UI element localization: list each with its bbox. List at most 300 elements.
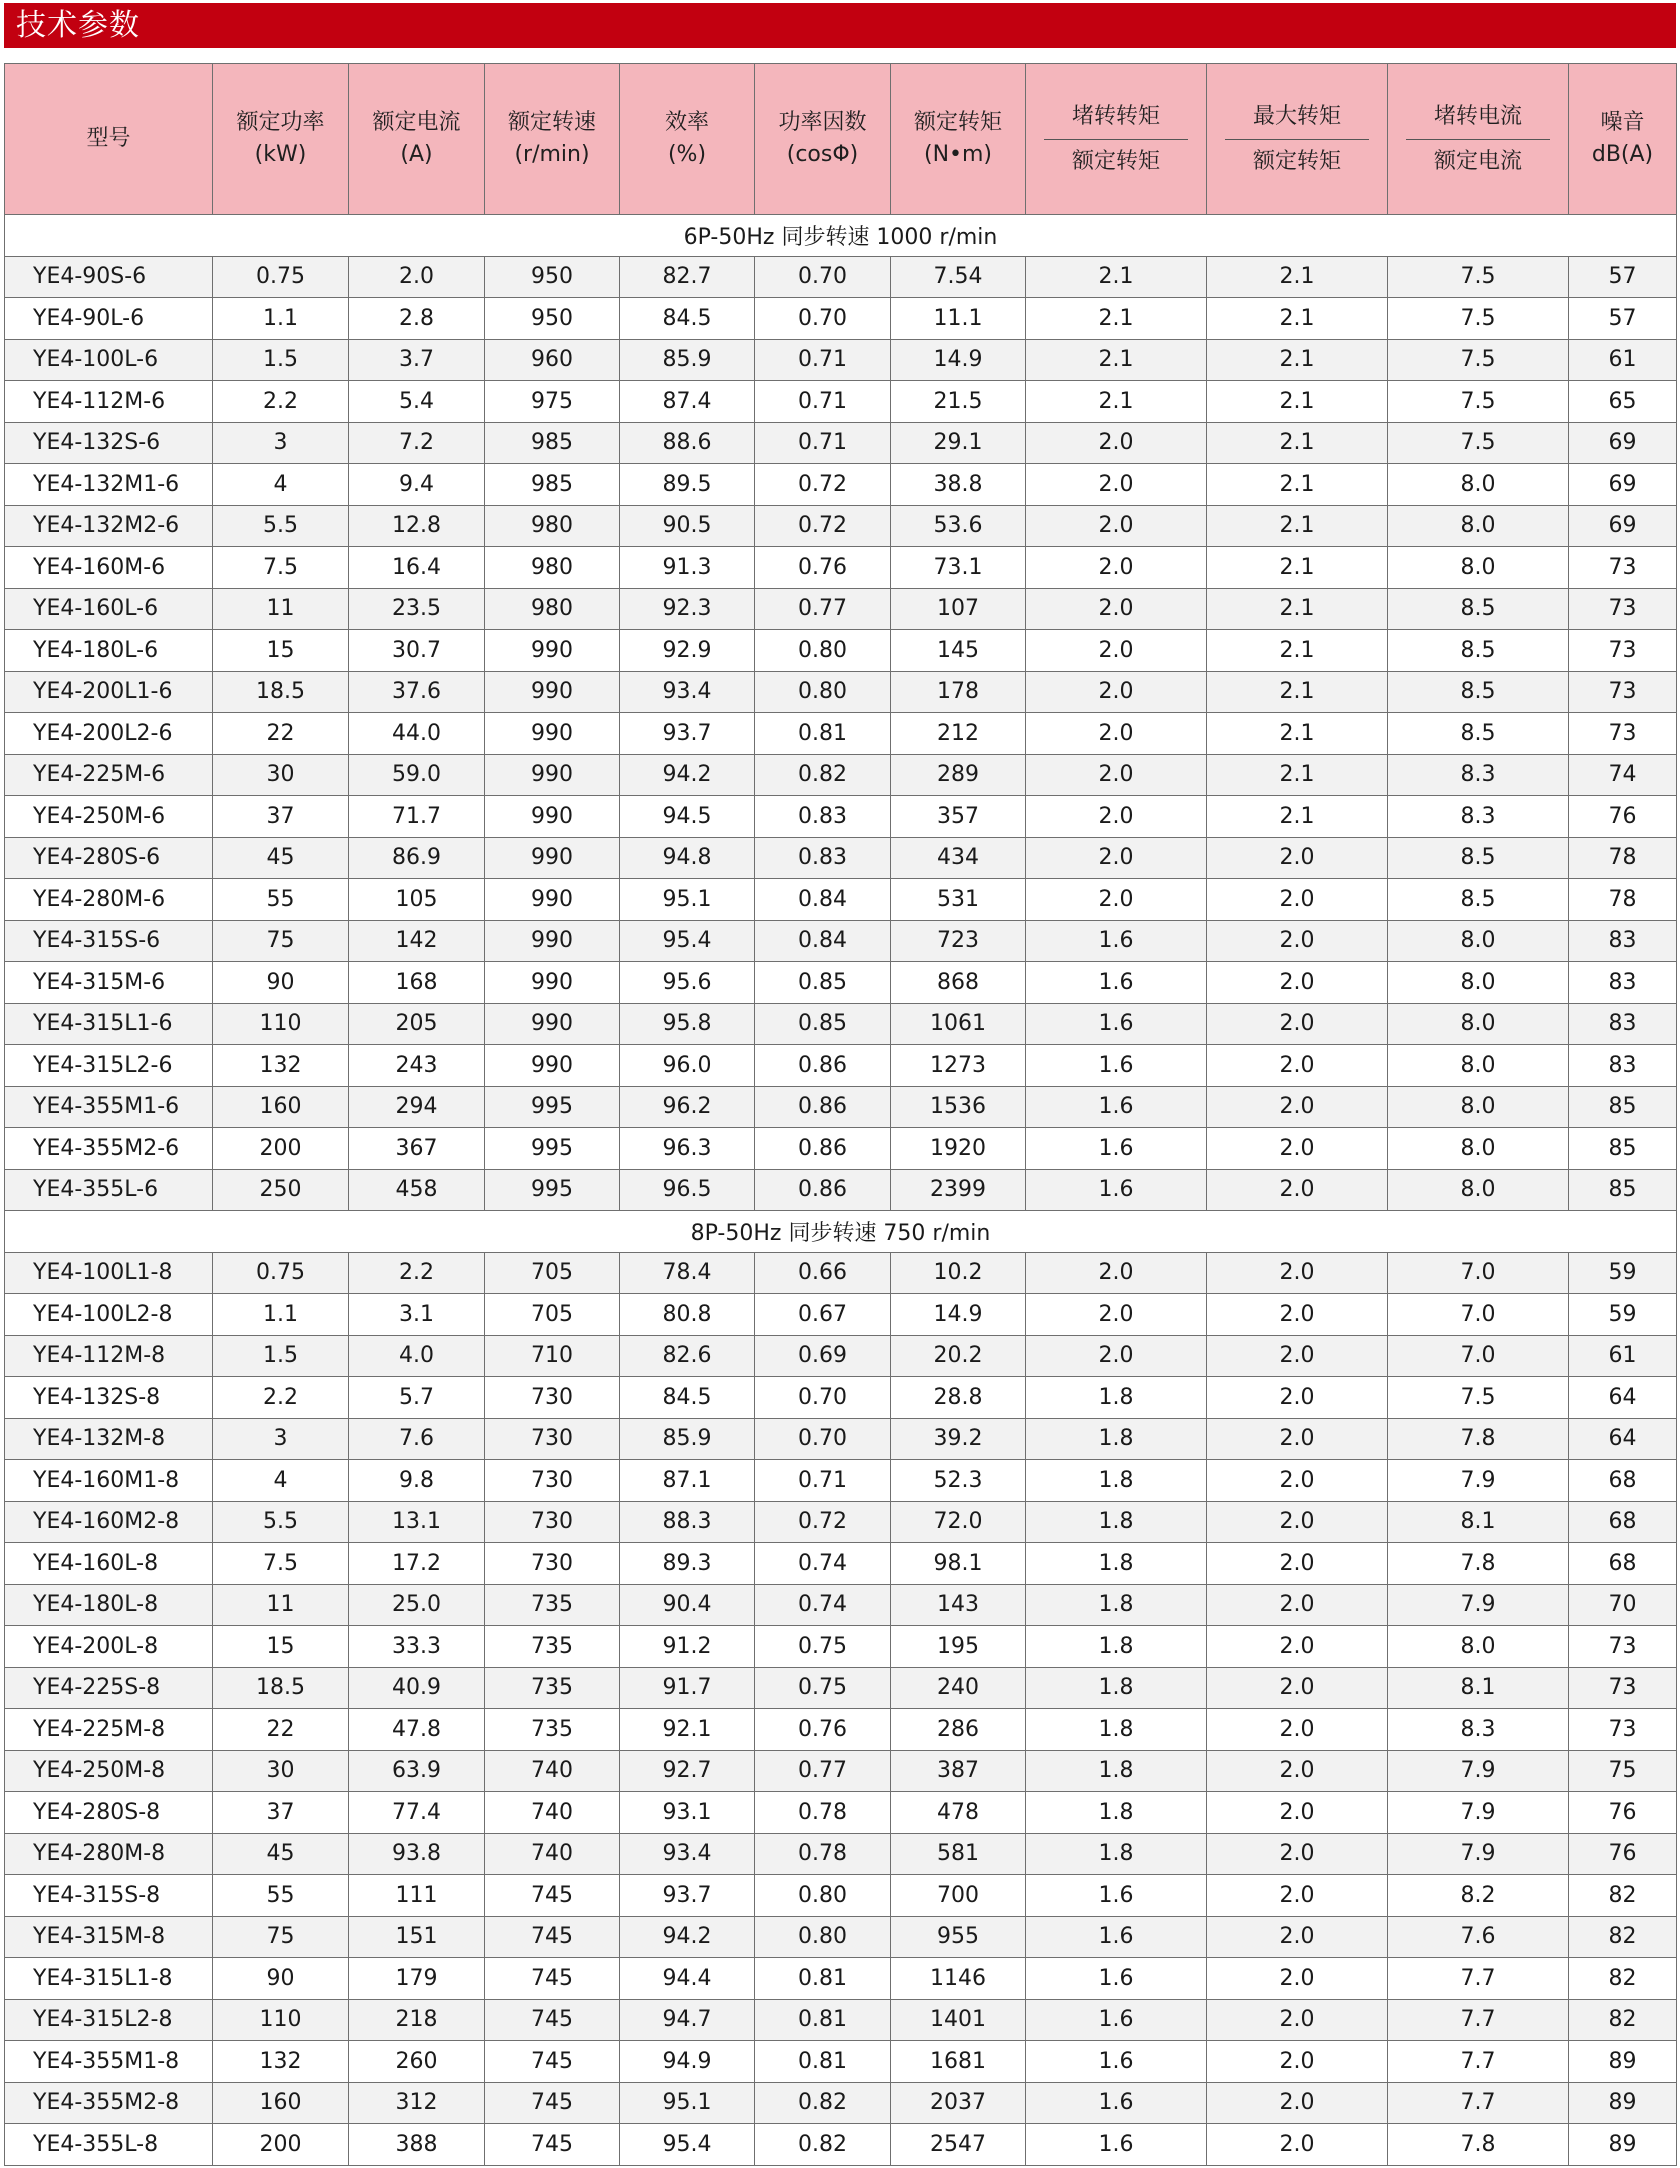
cell-max-torque-ratio: 2.0 bbox=[1207, 1377, 1388, 1419]
cell-rated-power: 4 bbox=[213, 1460, 349, 1502]
table-row bbox=[5, 1335, 1677, 1377]
cell-rated-power: 3 bbox=[213, 1418, 349, 1460]
cell-locked-current-ratio: 7.8 bbox=[1388, 1543, 1569, 1585]
cell-rated-speed: 745 bbox=[485, 1999, 620, 2041]
cell-locked-torque-ratio: 1.8 bbox=[1026, 1792, 1207, 1834]
cell-rated-torque: 955 bbox=[891, 1916, 1026, 1958]
cell-noise: 89 bbox=[1569, 2041, 1677, 2083]
cell-power-factor: 0.80 bbox=[755, 671, 891, 713]
cell-model: YE4-315M-6 bbox=[5, 962, 213, 1004]
cell-power-factor: 0.80 bbox=[755, 1916, 891, 1958]
cell-noise: 83 bbox=[1569, 1045, 1677, 1087]
cell-power-factor: 0.66 bbox=[755, 1252, 891, 1294]
cell-efficiency: 94.2 bbox=[620, 754, 755, 796]
cell-locked-current-ratio: 7.9 bbox=[1388, 1792, 1569, 1834]
cell-rated-power: 0.75 bbox=[213, 256, 349, 298]
header-label: 额定转矩 bbox=[913, 110, 1002, 135]
cell-noise: 75 bbox=[1569, 1750, 1677, 1792]
cell-locked-current-ratio: 7.7 bbox=[1388, 2082, 1569, 2124]
cell-rated-power: 11 bbox=[213, 1584, 349, 1626]
cell-rated-torque: 700 bbox=[891, 1875, 1026, 1917]
cell-rated-current: 179 bbox=[349, 1958, 485, 2000]
cell-locked-current-ratio: 8.3 bbox=[1388, 796, 1569, 838]
cell-rated-speed: 950 bbox=[485, 256, 620, 298]
table-row bbox=[5, 1875, 1677, 1917]
cell-rated-torque: 72.0 bbox=[891, 1501, 1026, 1543]
table-row bbox=[5, 1584, 1677, 1626]
cell-noise: 76 bbox=[1569, 1833, 1677, 1875]
cell-model: YE4-315S-6 bbox=[5, 920, 213, 962]
table-row bbox=[5, 713, 1677, 755]
cell-power-factor: 0.75 bbox=[755, 1667, 891, 1709]
cell-noise: 69 bbox=[1569, 505, 1677, 547]
cell-model: YE4-112M-8 bbox=[5, 1335, 213, 1377]
cell-power-factor: 0.70 bbox=[755, 1418, 891, 1460]
cell-rated-speed: 980 bbox=[485, 505, 620, 547]
cell-model: YE4-132M2-6 bbox=[5, 505, 213, 547]
table-row bbox=[5, 1543, 1677, 1585]
ratio-label bbox=[1406, 101, 1550, 178]
cell-model: YE4-112M-6 bbox=[5, 381, 213, 423]
cell-rated-current: 23.5 bbox=[349, 588, 485, 630]
cell-rated-speed: 990 bbox=[485, 837, 620, 879]
cell-efficiency: 85.9 bbox=[620, 1418, 755, 1460]
column-header-rated-power bbox=[213, 64, 349, 215]
cell-efficiency: 94.5 bbox=[620, 796, 755, 838]
cell-noise: 89 bbox=[1569, 2082, 1677, 2124]
cell-rated-torque: 195 bbox=[891, 1626, 1026, 1668]
cell-efficiency: 88.3 bbox=[620, 1501, 755, 1543]
cell-locked-current-ratio: 7.9 bbox=[1388, 1750, 1569, 1792]
cell-max-torque-ratio: 2.1 bbox=[1207, 796, 1388, 838]
cell-rated-current: 16.4 bbox=[349, 547, 485, 589]
cell-locked-torque-ratio: 2.0 bbox=[1026, 547, 1207, 589]
cell-max-torque-ratio: 2.0 bbox=[1207, 1833, 1388, 1875]
cell-noise: 57 bbox=[1569, 298, 1677, 340]
cell-rated-power: 45 bbox=[213, 1833, 349, 1875]
cell-max-torque-ratio: 2.0 bbox=[1207, 1003, 1388, 1045]
cell-noise: 69 bbox=[1569, 422, 1677, 464]
cell-efficiency: 82.6 bbox=[620, 1335, 755, 1377]
cell-model: YE4-200L-8 bbox=[5, 1626, 213, 1668]
cell-rated-power: 160 bbox=[213, 2082, 349, 2124]
cell-rated-speed: 990 bbox=[485, 754, 620, 796]
cell-efficiency: 95.8 bbox=[620, 1003, 755, 1045]
cell-max-torque-ratio: 2.1 bbox=[1207, 381, 1388, 423]
cell-rated-current: 47.8 bbox=[349, 1709, 485, 1751]
cell-rated-torque: 2399 bbox=[891, 1169, 1026, 1211]
cell-efficiency: 95.6 bbox=[620, 962, 755, 1004]
cell-rated-power: 110 bbox=[213, 1999, 349, 2041]
table-row bbox=[5, 1460, 1677, 1502]
table-row bbox=[5, 464, 1677, 506]
table-row bbox=[5, 1792, 1677, 1834]
cell-rated-current: 312 bbox=[349, 2082, 485, 2124]
cell-model: YE4-180L-6 bbox=[5, 630, 213, 672]
cell-model: YE4-315S-8 bbox=[5, 1875, 213, 1917]
cell-noise: 61 bbox=[1569, 1335, 1677, 1377]
header-label: 功率因数 bbox=[778, 110, 867, 135]
cell-power-factor: 0.70 bbox=[755, 256, 891, 298]
cell-efficiency: 96.3 bbox=[620, 1128, 755, 1170]
cell-locked-current-ratio: 7.5 bbox=[1388, 381, 1569, 423]
cell-locked-torque-ratio: 2.0 bbox=[1026, 1335, 1207, 1377]
table-row bbox=[5, 588, 1677, 630]
cell-rated-speed: 730 bbox=[485, 1377, 620, 1419]
cell-rated-torque: 7.54 bbox=[891, 256, 1026, 298]
cell-power-factor: 0.78 bbox=[755, 1833, 891, 1875]
cell-locked-current-ratio: 8.0 bbox=[1388, 1128, 1569, 1170]
cell-rated-power: 200 bbox=[213, 1128, 349, 1170]
cell-max-torque-ratio: 2.0 bbox=[1207, 1584, 1388, 1626]
cell-locked-current-ratio: 8.0 bbox=[1388, 1003, 1569, 1045]
cell-rated-power: 7.5 bbox=[213, 1543, 349, 1585]
column-header-model bbox=[5, 64, 213, 215]
cell-rated-speed: 980 bbox=[485, 588, 620, 630]
header-unit: (cosΦ) bbox=[786, 142, 859, 167]
cell-rated-speed: 980 bbox=[485, 547, 620, 589]
cell-locked-torque-ratio: 2.1 bbox=[1026, 339, 1207, 381]
cell-locked-current-ratio: 7.5 bbox=[1388, 1377, 1569, 1419]
cell-locked-current-ratio: 8.5 bbox=[1388, 713, 1569, 755]
cell-max-torque-ratio: 2.0 bbox=[1207, 1418, 1388, 1460]
table-row bbox=[5, 1003, 1677, 1045]
cell-locked-current-ratio: 8.0 bbox=[1388, 1169, 1569, 1211]
cell-power-factor: 0.86 bbox=[755, 1086, 891, 1128]
cell-model: YE4-90S-6 bbox=[5, 256, 213, 298]
cell-rated-speed: 990 bbox=[485, 630, 620, 672]
cell-rated-torque: 143 bbox=[891, 1584, 1026, 1626]
cell-power-factor: 0.81 bbox=[755, 713, 891, 755]
ratio-denominator: 额定转矩 bbox=[1252, 148, 1341, 174]
header-label: 额定电流 bbox=[372, 110, 461, 135]
cell-power-factor: 0.75 bbox=[755, 1626, 891, 1668]
table-row bbox=[5, 630, 1677, 672]
cell-locked-torque-ratio: 1.8 bbox=[1026, 1377, 1207, 1419]
cell-locked-torque-ratio: 1.6 bbox=[1026, 1045, 1207, 1087]
cell-noise: 85 bbox=[1569, 1086, 1677, 1128]
cell-model: YE4-225M-8 bbox=[5, 1709, 213, 1751]
cell-power-factor: 0.67 bbox=[755, 1294, 891, 1336]
cell-noise: 74 bbox=[1569, 754, 1677, 796]
cell-rated-current: 2.2 bbox=[349, 1252, 485, 1294]
cell-rated-torque: 1146 bbox=[891, 1958, 1026, 2000]
cell-rated-speed: 740 bbox=[485, 1750, 620, 1792]
cell-noise: 73 bbox=[1569, 547, 1677, 589]
cell-efficiency: 95.1 bbox=[620, 2082, 755, 2124]
cell-max-torque-ratio: 2.1 bbox=[1207, 298, 1388, 340]
ratio-denominator: 额定转矩 bbox=[1071, 148, 1160, 174]
cell-efficiency: 95.4 bbox=[620, 2124, 755, 2166]
cell-rated-torque: 11.1 bbox=[891, 298, 1026, 340]
cell-max-torque-ratio: 2.1 bbox=[1207, 754, 1388, 796]
cell-rated-torque: 14.9 bbox=[891, 1294, 1026, 1336]
cell-rated-power: 55 bbox=[213, 879, 349, 921]
cell-rated-power: 2.2 bbox=[213, 1377, 349, 1419]
cell-model: YE4-100L1-8 bbox=[5, 1252, 213, 1294]
cell-rated-current: 25.0 bbox=[349, 1584, 485, 1626]
cell-rated-current: 13.1 bbox=[349, 1501, 485, 1543]
cell-noise: 76 bbox=[1569, 1792, 1677, 1834]
cell-rated-current: 37.6 bbox=[349, 671, 485, 713]
column-header-max-torque-ratio bbox=[1207, 64, 1388, 215]
cell-noise: 68 bbox=[1569, 1501, 1677, 1543]
cell-locked-torque-ratio: 2.0 bbox=[1026, 671, 1207, 713]
cell-max-torque-ratio: 2.0 bbox=[1207, 1128, 1388, 1170]
cell-locked-torque-ratio: 1.6 bbox=[1026, 1999, 1207, 2041]
cell-max-torque-ratio: 2.0 bbox=[1207, 1626, 1388, 1668]
cell-locked-current-ratio: 7.5 bbox=[1388, 298, 1569, 340]
cell-noise: 82 bbox=[1569, 1916, 1677, 1958]
cell-rated-power: 22 bbox=[213, 1709, 349, 1751]
cell-model: YE4-160L-8 bbox=[5, 1543, 213, 1585]
cell-locked-current-ratio: 7.9 bbox=[1388, 1833, 1569, 1875]
cell-rated-power: 110 bbox=[213, 1003, 349, 1045]
cell-locked-torque-ratio: 1.8 bbox=[1026, 1501, 1207, 1543]
cell-rated-torque: 434 bbox=[891, 837, 1026, 879]
cell-rated-torque: 28.8 bbox=[891, 1377, 1026, 1419]
cell-rated-torque: 98.1 bbox=[891, 1543, 1026, 1585]
cell-model: YE4-280S-8 bbox=[5, 1792, 213, 1834]
cell-rated-current: 367 bbox=[349, 1128, 485, 1170]
cell-model: YE4-355M2-6 bbox=[5, 1128, 213, 1170]
group-label: 8P-50Hz 同步转速 750 r/min bbox=[5, 1211, 1677, 1253]
cell-locked-torque-ratio: 1.6 bbox=[1026, 962, 1207, 1004]
column-header-locked-torque-ratio bbox=[1026, 64, 1207, 215]
cell-rated-power: 1.5 bbox=[213, 339, 349, 381]
cell-rated-current: 33.3 bbox=[349, 1626, 485, 1668]
cell-locked-current-ratio: 7.5 bbox=[1388, 339, 1569, 381]
cell-power-factor: 0.70 bbox=[755, 1377, 891, 1419]
column-header-rated-torque bbox=[891, 64, 1026, 215]
cell-rated-power: 90 bbox=[213, 1958, 349, 2000]
cell-locked-current-ratio: 8.3 bbox=[1388, 1709, 1569, 1751]
cell-efficiency: 95.4 bbox=[620, 920, 755, 962]
cell-efficiency: 96.5 bbox=[620, 1169, 755, 1211]
cell-rated-torque: 73.1 bbox=[891, 547, 1026, 589]
cell-power-factor: 0.71 bbox=[755, 339, 891, 381]
cell-rated-power: 160 bbox=[213, 1086, 349, 1128]
cell-locked-torque-ratio: 1.6 bbox=[1026, 1916, 1207, 1958]
cell-rated-power: 2.2 bbox=[213, 381, 349, 423]
cell-model: YE4-160M1-8 bbox=[5, 1460, 213, 1502]
header-unit: (A) bbox=[400, 142, 433, 167]
cell-rated-torque: 723 bbox=[891, 920, 1026, 962]
cell-max-torque-ratio: 2.1 bbox=[1207, 671, 1388, 713]
cell-max-torque-ratio: 2.0 bbox=[1207, 1460, 1388, 1502]
cell-rated-torque: 20.2 bbox=[891, 1335, 1026, 1377]
cell-rated-current: 3.1 bbox=[349, 1294, 485, 1336]
cell-locked-current-ratio: 7.8 bbox=[1388, 1418, 1569, 1460]
cell-power-factor: 0.74 bbox=[755, 1584, 891, 1626]
table-row bbox=[5, 1916, 1677, 1958]
cell-rated-power: 15 bbox=[213, 1626, 349, 1668]
cell-rated-power: 75 bbox=[213, 920, 349, 962]
cell-rated-speed: 990 bbox=[485, 671, 620, 713]
table-row bbox=[5, 256, 1677, 298]
cell-locked-current-ratio: 8.5 bbox=[1388, 837, 1569, 879]
cell-power-factor: 0.78 bbox=[755, 1792, 891, 1834]
cell-rated-power: 0.75 bbox=[213, 1252, 349, 1294]
cell-noise: 59 bbox=[1569, 1294, 1677, 1336]
cell-rated-current: 142 bbox=[349, 920, 485, 962]
cell-locked-current-ratio: 8.0 bbox=[1388, 1626, 1569, 1668]
header-unit: (r/min) bbox=[514, 142, 590, 167]
cell-locked-current-ratio: 7.7 bbox=[1388, 1999, 1569, 2041]
cell-model: YE4-315L2-6 bbox=[5, 1045, 213, 1087]
cell-rated-current: 40.9 bbox=[349, 1667, 485, 1709]
ratio-label bbox=[1044, 101, 1188, 178]
cell-max-torque-ratio: 2.0 bbox=[1207, 1086, 1388, 1128]
cell-locked-torque-ratio: 2.0 bbox=[1026, 630, 1207, 672]
cell-rated-power: 132 bbox=[213, 1045, 349, 1087]
cell-model: YE4-355L-8 bbox=[5, 2124, 213, 2166]
cell-rated-current: 388 bbox=[349, 2124, 485, 2166]
cell-locked-current-ratio: 7.6 bbox=[1388, 1916, 1569, 1958]
cell-rated-power: 5.5 bbox=[213, 505, 349, 547]
spec-table-container bbox=[4, 63, 1676, 2166]
ratio-numerator: 堵转转矩 bbox=[1044, 101, 1188, 140]
cell-power-factor: 0.71 bbox=[755, 422, 891, 464]
cell-power-factor: 0.84 bbox=[755, 920, 891, 962]
cell-power-factor: 0.81 bbox=[755, 1958, 891, 2000]
cell-rated-speed: 740 bbox=[485, 1792, 620, 1834]
cell-rated-speed: 745 bbox=[485, 1875, 620, 1917]
table-row bbox=[5, 298, 1677, 340]
table-row bbox=[5, 1418, 1677, 1460]
cell-noise: 70 bbox=[1569, 1584, 1677, 1626]
cell-locked-torque-ratio: 1.6 bbox=[1026, 1128, 1207, 1170]
cell-rated-power: 30 bbox=[213, 754, 349, 796]
cell-noise: 73 bbox=[1569, 1709, 1677, 1751]
cell-power-factor: 0.86 bbox=[755, 1128, 891, 1170]
cell-rated-torque: 1536 bbox=[891, 1086, 1026, 1128]
cell-model: YE4-355L-6 bbox=[5, 1169, 213, 1211]
cell-rated-power: 4 bbox=[213, 464, 349, 506]
cell-rated-torque: 868 bbox=[891, 962, 1026, 1004]
group-label: 6P-50Hz 同步转速 1000 r/min bbox=[5, 215, 1677, 257]
table-row bbox=[5, 547, 1677, 589]
cell-rated-speed: 990 bbox=[485, 920, 620, 962]
cell-power-factor: 0.85 bbox=[755, 1003, 891, 1045]
table-row bbox=[5, 2082, 1677, 2124]
cell-model: YE4-160L-6 bbox=[5, 588, 213, 630]
cell-rated-power: 200 bbox=[213, 2124, 349, 2166]
ratio-numerator: 最大转矩 bbox=[1225, 101, 1369, 140]
cell-noise: 82 bbox=[1569, 1875, 1677, 1917]
header-label: 额定功率 bbox=[236, 110, 325, 135]
table-row bbox=[5, 671, 1677, 713]
cell-rated-current: 44.0 bbox=[349, 713, 485, 755]
cell-locked-torque-ratio: 1.6 bbox=[1026, 1875, 1207, 1917]
cell-locked-torque-ratio: 1.6 bbox=[1026, 1958, 1207, 2000]
table-row bbox=[5, 1045, 1677, 1087]
cell-noise: 82 bbox=[1569, 1999, 1677, 2041]
table-body bbox=[5, 215, 1677, 2166]
cell-power-factor: 0.76 bbox=[755, 1709, 891, 1751]
cell-rated-speed: 745 bbox=[485, 2124, 620, 2166]
cell-model: YE4-225M-6 bbox=[5, 754, 213, 796]
cell-locked-current-ratio: 8.0 bbox=[1388, 1086, 1569, 1128]
cell-rated-torque: 1681 bbox=[891, 2041, 1026, 2083]
cell-model: YE4-100L-6 bbox=[5, 339, 213, 381]
cell-rated-torque: 29.1 bbox=[891, 422, 1026, 464]
cell-rated-current: 12.8 bbox=[349, 505, 485, 547]
cell-rated-current: 30.7 bbox=[349, 630, 485, 672]
cell-model: YE4-200L2-6 bbox=[5, 713, 213, 755]
cell-locked-current-ratio: 7.8 bbox=[1388, 2124, 1569, 2166]
cell-locked-current-ratio: 8.1 bbox=[1388, 1501, 1569, 1543]
cell-model: YE4-355M2-8 bbox=[5, 2082, 213, 2124]
cell-locked-current-ratio: 8.0 bbox=[1388, 962, 1569, 1004]
cell-noise: 57 bbox=[1569, 256, 1677, 298]
cell-rated-torque: 289 bbox=[891, 754, 1026, 796]
cell-rated-current: 93.8 bbox=[349, 1833, 485, 1875]
cell-rated-current: 243 bbox=[349, 1045, 485, 1087]
cell-rated-torque: 478 bbox=[891, 1792, 1026, 1834]
cell-rated-torque: 581 bbox=[891, 1833, 1026, 1875]
cell-rated-speed: 730 bbox=[485, 1418, 620, 1460]
cell-rated-current: 9.4 bbox=[349, 464, 485, 506]
table-row bbox=[5, 1958, 1677, 2000]
cell-efficiency: 91.7 bbox=[620, 1667, 755, 1709]
cell-locked-torque-ratio: 2.0 bbox=[1026, 713, 1207, 755]
cell-rated-speed: 745 bbox=[485, 1958, 620, 2000]
cell-rated-torque: 240 bbox=[891, 1667, 1026, 1709]
cell-power-factor: 0.77 bbox=[755, 1750, 891, 1792]
cell-rated-speed: 735 bbox=[485, 1667, 620, 1709]
cell-max-torque-ratio: 2.1 bbox=[1207, 713, 1388, 755]
cell-rated-speed: 990 bbox=[485, 1003, 620, 1045]
cell-rated-current: 205 bbox=[349, 1003, 485, 1045]
cell-locked-torque-ratio: 1.6 bbox=[1026, 1003, 1207, 1045]
cell-locked-torque-ratio: 1.8 bbox=[1026, 1418, 1207, 1460]
cell-rated-power: 18.5 bbox=[213, 1667, 349, 1709]
cell-rated-current: 294 bbox=[349, 1086, 485, 1128]
cell-max-torque-ratio: 2.0 bbox=[1207, 1875, 1388, 1917]
cell-locked-torque-ratio: 1.8 bbox=[1026, 1584, 1207, 1626]
cell-model: YE4-280M-8 bbox=[5, 1833, 213, 1875]
cell-rated-current: 63.9 bbox=[349, 1750, 485, 1792]
cell-max-torque-ratio: 2.0 bbox=[1207, 1045, 1388, 1087]
page-title: 技术参数 bbox=[4, 3, 1676, 48]
column-header-noise bbox=[1569, 64, 1677, 215]
cell-rated-speed: 735 bbox=[485, 1709, 620, 1751]
cell-noise: 73 bbox=[1569, 588, 1677, 630]
cell-locked-torque-ratio: 2.0 bbox=[1026, 796, 1207, 838]
cell-locked-torque-ratio: 1.8 bbox=[1026, 1667, 1207, 1709]
cell-rated-power: 1.1 bbox=[213, 298, 349, 340]
cell-max-torque-ratio: 2.0 bbox=[1207, 1169, 1388, 1211]
cell-model: YE4-315L2-8 bbox=[5, 1999, 213, 2041]
cell-max-torque-ratio: 2.1 bbox=[1207, 547, 1388, 589]
cell-locked-torque-ratio: 1.8 bbox=[1026, 1750, 1207, 1792]
cell-noise: 73 bbox=[1569, 671, 1677, 713]
cell-locked-torque-ratio: 2.0 bbox=[1026, 879, 1207, 921]
cell-locked-torque-ratio: 1.6 bbox=[1026, 1086, 1207, 1128]
table-row bbox=[5, 1501, 1677, 1543]
cell-rated-power: 37 bbox=[213, 1792, 349, 1834]
cell-rated-current: 4.0 bbox=[349, 1335, 485, 1377]
cell-rated-speed: 705 bbox=[485, 1294, 620, 1336]
cell-locked-torque-ratio: 1.8 bbox=[1026, 1460, 1207, 1502]
table-row bbox=[5, 1252, 1677, 1294]
cell-efficiency: 94.7 bbox=[620, 1999, 755, 2041]
cell-max-torque-ratio: 2.0 bbox=[1207, 1999, 1388, 2041]
cell-max-torque-ratio: 2.0 bbox=[1207, 2041, 1388, 2083]
cell-noise: 83 bbox=[1569, 962, 1677, 1004]
cell-max-torque-ratio: 2.1 bbox=[1207, 630, 1388, 672]
